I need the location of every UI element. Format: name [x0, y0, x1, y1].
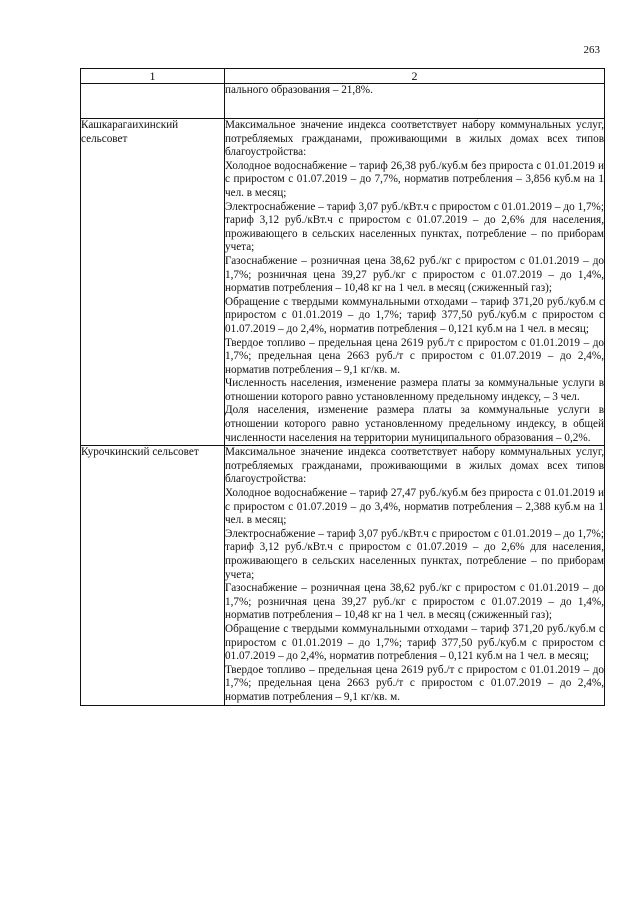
municipality-cell: Курочкинский сельсовет: [81, 446, 225, 705]
paragraph: Обращение с твердыми коммунальными отходами – тариф 371,20 руб./куб.м с приростом с 01.01.2019 – до 1,7%; тариф 377,50 руб./куб.м с приростом с 01.07.2019 – до 2,4%, норматив потребления – 0,121 куб.м на 1 чел. в месяц;: [225, 622, 604, 663]
municipality-cell: Кашкарагаихинский сельсовет: [81, 119, 225, 446]
paragraph: Максимальное значение индекса соответствует набору коммунальных услуг, потребляемых гражданами, проживающими в жилых домах всех типов благоустройства:: [225, 119, 604, 159]
column-header-1: 1: [81, 69, 225, 84]
table-row: [81, 119, 605, 446]
municipality-cell: [81, 84, 225, 119]
paragraph: Газоснабжение – розничная цена 38,62 руб./кг с приростом с 01.01.2019 – до 1,7%; розничная цена 39,27 руб./кг с приростом с 01.07.2019 – до 1,4%, норматив потребления – 10,48 кг на 1 чел. в месяц (сжиженный газ);: [225, 582, 604, 622]
paragraph: Газоснабжение – розничная цена 38,62 руб./кг с приростом с 01.01.2019 – до 1,7%; розничная цена 39,27 руб./кг с приростом с 01.07.2019 – до 1,4%, норматив потребления – 10,48 кг на 1 чел. в месяц (сжиженный газ);: [225, 254, 604, 295]
paragraph: Электроснабжение – тариф 3,07 руб./кВт.ч с приростом с 01.01.2019 – до 1,7%; тариф 3,12 руб./кВт.ч с приростом с 01.07.2019 – до 2,6% для населения, проживающего в сельских населенных пунктах, потребление – по приборам учета;: [225, 200, 604, 254]
page-number: 263: [583, 44, 600, 56]
paragraph: пального образования – 21,8%.: [225, 84, 373, 96]
paragraph: Электроснабжение – тариф 3,07 руб./кВт.ч с приростом с 01.01.2019 – до 1,7%; тариф 3,12 руб./кВт.ч с приростом с 01.07.2019 – до 2,6% для населения, проживающего в сельских населенных пунктах, потребление – по приборам учета;: [225, 527, 604, 581]
paragraph: Численность населения, изменение размера платы за коммунальные услуги в отношении которого равно установленному предельному индексу, – 3 чел.: [225, 377, 604, 403]
description-cell: [225, 446, 605, 705]
column-header-2: 2: [225, 69, 605, 84]
table-row: [81, 446, 605, 705]
description-cell: [225, 119, 605, 446]
paragraph: Холодное водоснабжение – тариф 26,38 руб./куб.м без прироста с 01.01.2019 и с приростом с 01.07.2019 – до 7,7%, норматив потребления – 3,856 куб.м на 1 чел. в месяц;: [225, 159, 604, 199]
paragraph: Доля населения, изменение размера платы за коммунальные услуги в отношении которого равно установленному предельному индексу, в общей численности населения на территории муниципального образования – 0,2%.: [225, 404, 604, 444]
paragraph: Обращение с твердыми коммунальными отходами – тариф 371,20 руб./куб.м с приростом с 01.01.2019 – до 1,7%; тариф 377,50 руб./куб.м с приростом с 01.07.2019 – до 2,4%, норматив потребления – 0,121 куб.м на 1 чел. в месяц;: [225, 295, 604, 335]
paragraph: Твердое топливо – предельная цена 2619 руб./т с приростом с 01.01.2019 – до 1,7%; предельная цена 2663 руб./т с приростом с 01.07.2019 – до 2,4%, норматив потребления – 9,1 кг/кв. м.: [225, 336, 604, 376]
municipality-table: [80, 68, 605, 706]
table-row: [81, 84, 605, 119]
description-cell: [225, 84, 605, 119]
paragraph: Максимальное значение индекса соответствует набору коммунальных услуг, потребляемых гражданами, проживающими в жилых домах всех типов благоустройства:: [225, 446, 604, 486]
paragraph: Холодное водоснабжение – тариф 27,47 руб./куб.м без прироста с 01.01.2019 и с приростом с 01.07.2019 – до 3,4%, норматив потребления – 2,388 куб.м на 1 чел. в месяц;: [225, 487, 604, 527]
table-header-row: [81, 69, 605, 84]
paragraph: Твердое топливо – предельная цена 2619 руб./т с приростом с 01.01.2019 – до 1,7%; предельная цена 2663 руб./т с приростом с 01.07.2019 – до 2,4%, норматив потребления – 9,1 кг/кв. м.: [225, 663, 604, 703]
